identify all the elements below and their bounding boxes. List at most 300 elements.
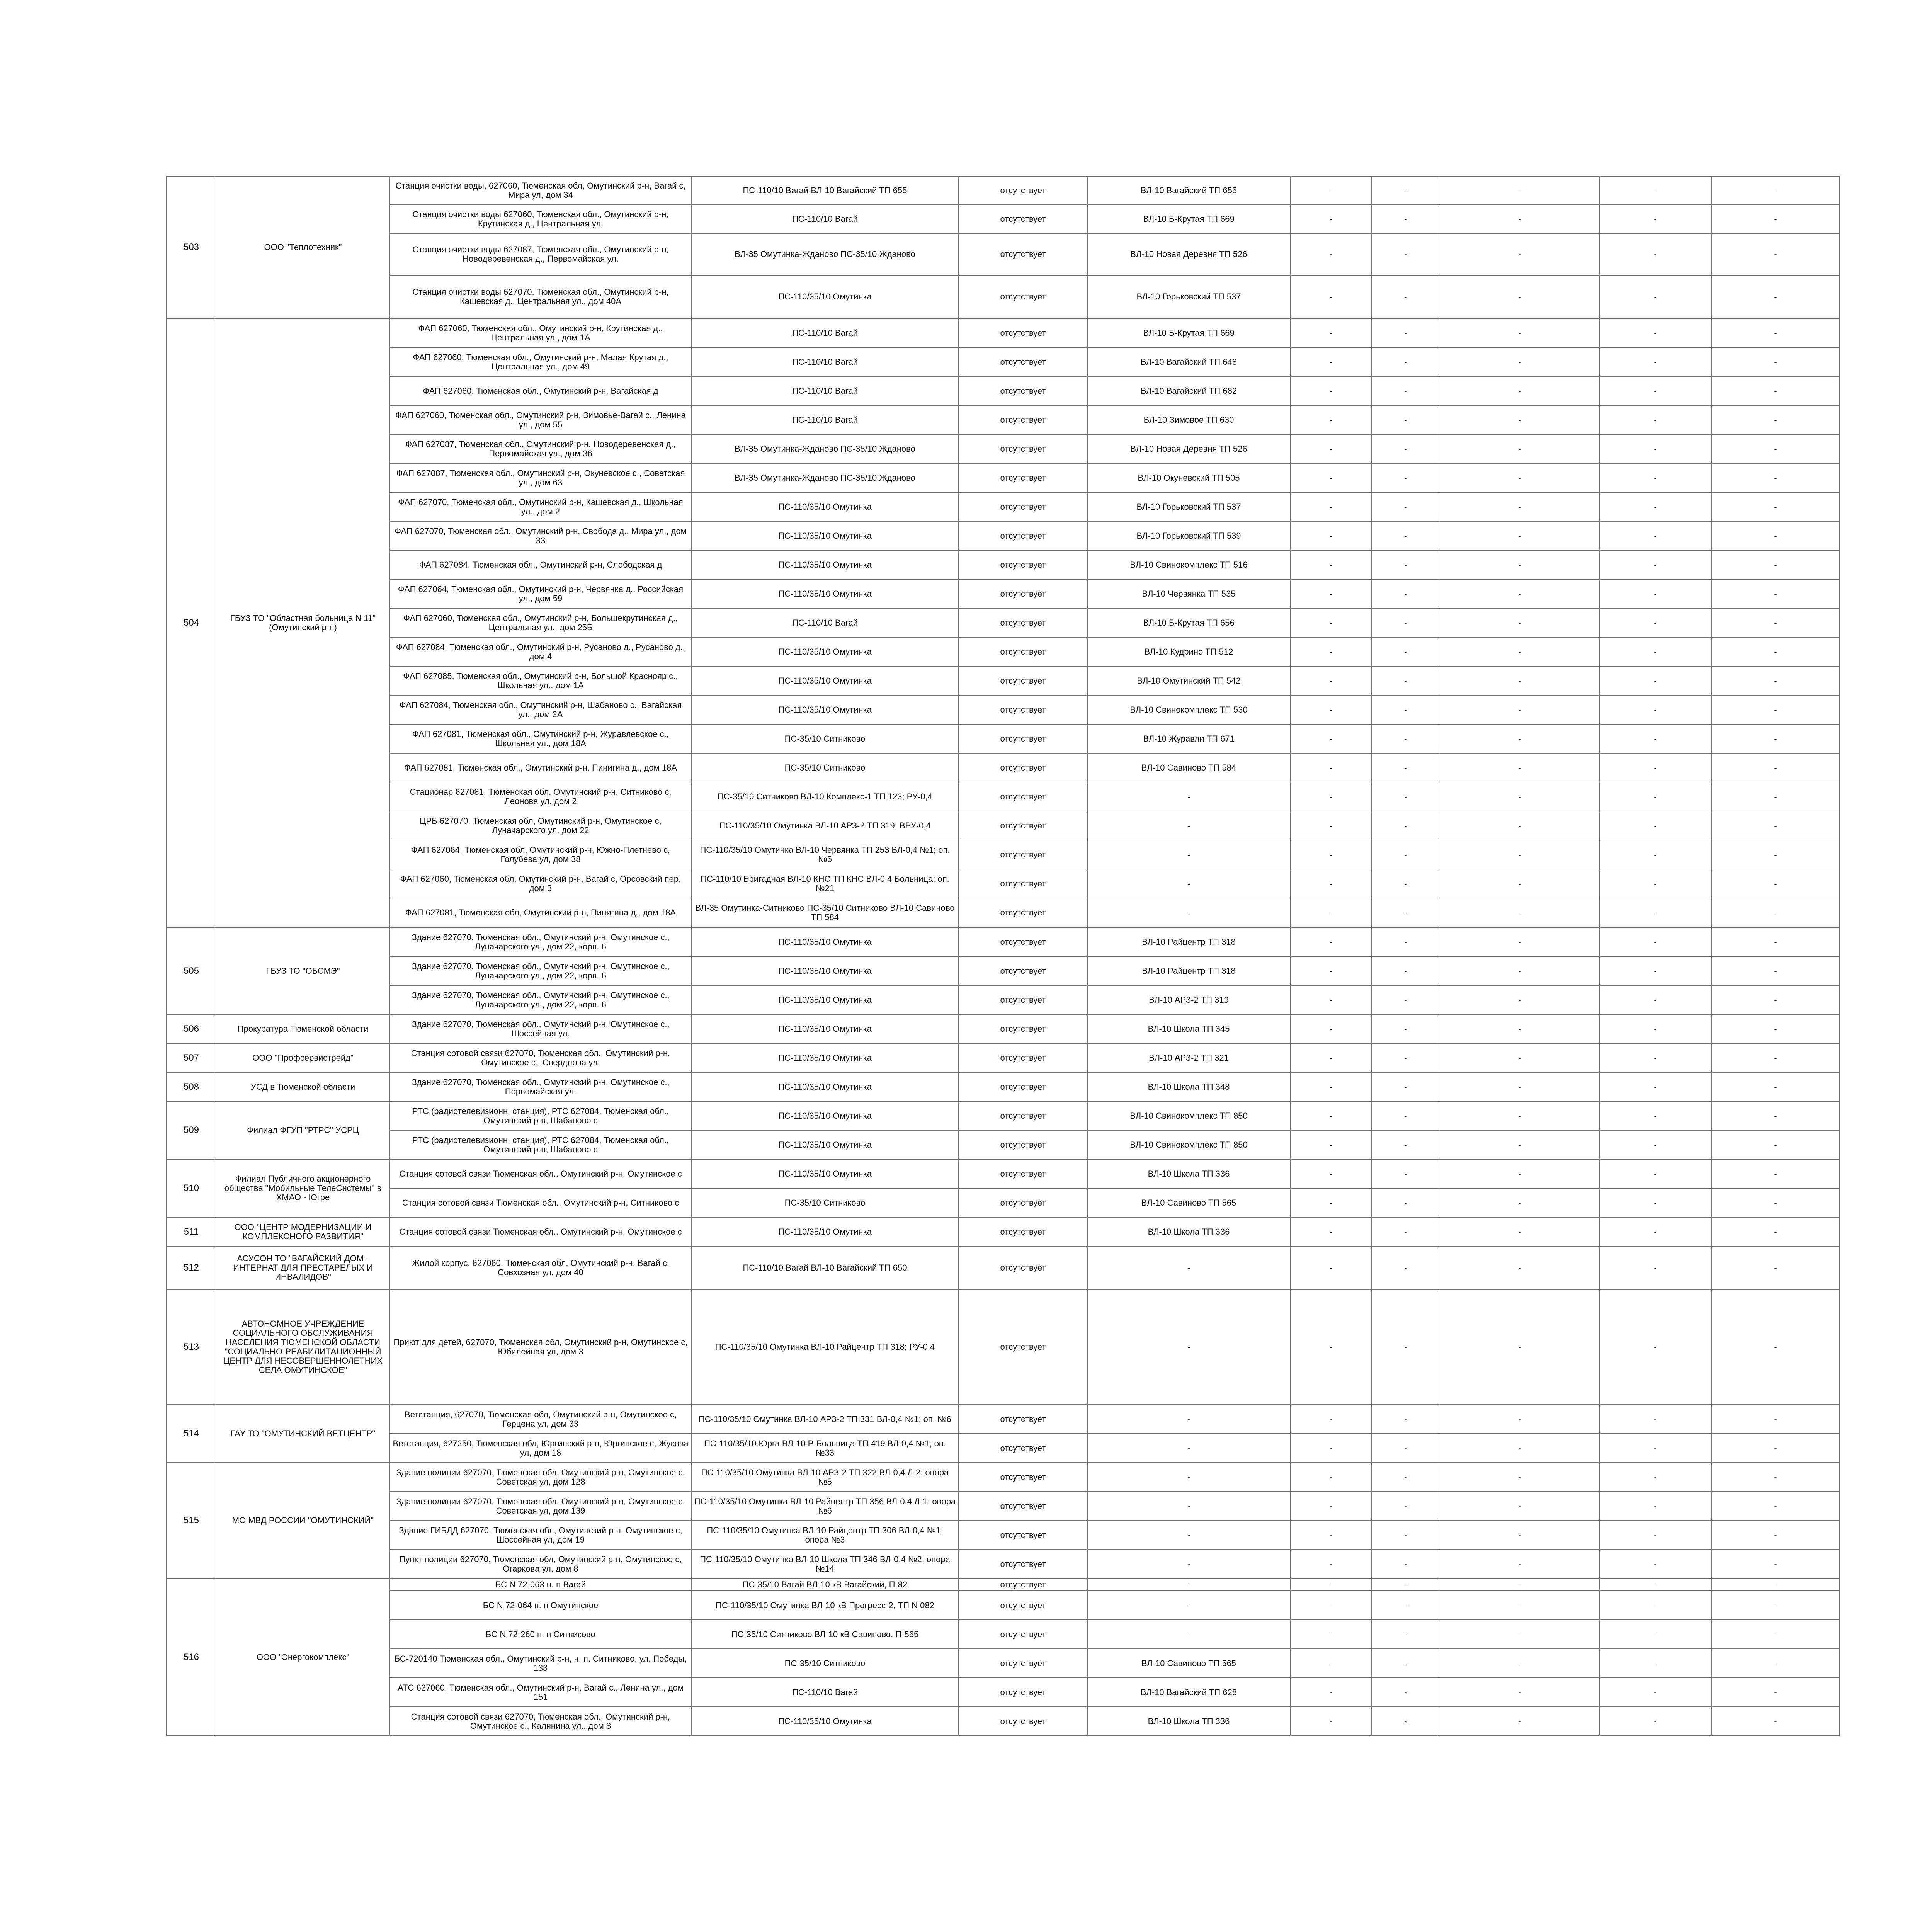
- dash-cell: -: [1599, 1159, 1711, 1188]
- status-cell: отсутствует: [959, 1591, 1087, 1620]
- table-row: [167, 898, 1840, 927]
- organization-cell: Филиал ФГУП "РТРС" УСРЦ: [216, 1101, 390, 1159]
- dash-cell: -: [1290, 1130, 1371, 1159]
- backup-line-cell: -: [1087, 1492, 1290, 1521]
- organization-cell: ГБУЗ ТО "ОБСМЭ": [216, 927, 390, 1014]
- address-cell: ФАП 627085, Тюменская обл., Омутинский р-н, Большой Краснояр с., Школьная ул., дом 1А: [390, 666, 691, 695]
- dash-cell: -: [1290, 1579, 1371, 1591]
- dash-cell: -: [1371, 1188, 1440, 1217]
- power-source-cell: ПС-35/10 Ситниково: [691, 753, 959, 782]
- dash-cell: -: [1440, 985, 1599, 1014]
- backup-line-cell: -: [1087, 1579, 1290, 1591]
- dash-cell: -: [1711, 1014, 1840, 1043]
- table-row: [167, 1521, 1840, 1550]
- status-cell: отсутствует: [959, 1101, 1087, 1130]
- table-row: [167, 492, 1840, 521]
- dash-cell: -: [1371, 463, 1440, 492]
- register-table-body: [167, 176, 1840, 1736]
- record-number-cell: 503: [167, 176, 216, 318]
- dash-cell: -: [1290, 1246, 1371, 1289]
- address-cell: ФАП 627060, Тюменская обл., Омутинский р-н, Большекрутинская д., Центральная ул., дом 25Б: [390, 608, 691, 637]
- status-cell: отсутствует: [959, 1707, 1087, 1736]
- record-number-cell: 508: [167, 1072, 216, 1101]
- status-cell: отсутствует: [959, 811, 1087, 840]
- dash-cell: -: [1711, 550, 1840, 579]
- dash-cell: -: [1440, 434, 1599, 463]
- table-row: [167, 782, 1840, 811]
- dash-cell: -: [1599, 1043, 1711, 1072]
- dash-cell: -: [1290, 927, 1371, 956]
- record-number-cell: 514: [167, 1405, 216, 1463]
- dash-cell: -: [1290, 1159, 1371, 1188]
- backup-line-cell: ВЛ-10 Горьковский ТП 539: [1087, 521, 1290, 550]
- dash-cell: -: [1371, 927, 1440, 956]
- table-row: [167, 724, 1840, 753]
- table-row: [167, 840, 1840, 869]
- dash-cell: -: [1711, 176, 1840, 205]
- dash-cell: -: [1711, 724, 1840, 753]
- dash-cell: -: [1711, 1678, 1840, 1707]
- dash-cell: -: [1711, 205, 1840, 233]
- backup-line-cell: ВЛ-10 Б-Крутая ТП 656: [1087, 608, 1290, 637]
- table-row: [167, 1289, 1840, 1405]
- dash-cell: -: [1290, 1678, 1371, 1707]
- table-row: [167, 205, 1840, 233]
- dash-cell: -: [1711, 405, 1840, 434]
- dash-cell: -: [1371, 1043, 1440, 1072]
- dash-cell: -: [1711, 347, 1840, 376]
- address-cell: Здание полиции 627070, Тюменская обл, Омутинский р-н, Омутинское с, Советская ул, дом 128: [390, 1463, 691, 1492]
- dash-cell: -: [1440, 1579, 1599, 1591]
- status-cell: отсутствует: [959, 927, 1087, 956]
- status-cell: отсутствует: [959, 318, 1087, 347]
- dash-cell: -: [1290, 782, 1371, 811]
- dash-cell: -: [1599, 927, 1711, 956]
- organization-cell: ГБУЗ ТО "Областная больница N 11" (Омутинский р-н): [216, 318, 390, 927]
- table-row: [167, 927, 1840, 956]
- dash-cell: -: [1711, 956, 1840, 985]
- power-source-cell: ПС-110/10 Вагай: [691, 376, 959, 405]
- table-row: [167, 376, 1840, 405]
- dash-cell: -: [1371, 666, 1440, 695]
- dash-cell: -: [1711, 492, 1840, 521]
- dash-cell: -: [1290, 898, 1371, 927]
- dash-cell: -: [1599, 840, 1711, 869]
- dash-cell: -: [1290, 695, 1371, 724]
- dash-cell: -: [1711, 1550, 1840, 1579]
- status-cell: отсутствует: [959, 985, 1087, 1014]
- status-cell: отсутствует: [959, 463, 1087, 492]
- address-cell: Жилой корпус, 627060, Тюменская обл, Омутинский р-н, Вагай с, Совхозная ул, дом 40: [390, 1246, 691, 1289]
- power-source-cell: ВЛ-35 Омутинка-Ситниково ПС-35/10 Ситниково ВЛ-10 Савиново ТП 584: [691, 898, 959, 927]
- status-cell: отсутствует: [959, 1130, 1087, 1159]
- address-cell: ФАП 627064, Тюменская обл, Омутинский р-н, Южно-Плетнево с, Голубева ул, дом 38: [390, 840, 691, 869]
- dash-cell: -: [1371, 840, 1440, 869]
- dash-cell: -: [1440, 927, 1599, 956]
- dash-cell: -: [1371, 1579, 1440, 1591]
- address-cell: РТС (радиотелевизионн. станция), РТС 627084, Тюменская обл., Омутинский р-н, Шабаново с: [390, 1101, 691, 1130]
- backup-line-cell: -: [1087, 1405, 1290, 1434]
- status-cell: отсутствует: [959, 898, 1087, 927]
- dash-cell: -: [1440, 1707, 1599, 1736]
- dash-cell: -: [1371, 869, 1440, 898]
- dash-cell: -: [1290, 1217, 1371, 1246]
- dash-cell: -: [1599, 579, 1711, 608]
- dash-cell: -: [1371, 1246, 1440, 1289]
- dash-cell: -: [1711, 579, 1840, 608]
- backup-line-cell: ВЛ-10 Школа ТП 336: [1087, 1159, 1290, 1188]
- dash-cell: -: [1371, 1130, 1440, 1159]
- power-source-cell: ПС-110/35/10 Омутинка ВЛ-10 кВ Прогресс-2, ТП N 082: [691, 1591, 959, 1620]
- backup-line-cell: ВЛ-10 Б-Крутая ТП 669: [1087, 205, 1290, 233]
- status-cell: отсутствует: [959, 1246, 1087, 1289]
- dash-cell: -: [1599, 695, 1711, 724]
- dash-cell: -: [1440, 811, 1599, 840]
- dash-cell: -: [1599, 1550, 1711, 1579]
- dash-cell: -: [1440, 782, 1599, 811]
- dash-cell: -: [1599, 318, 1711, 347]
- status-cell: отсутствует: [959, 956, 1087, 985]
- table-row: [167, 1463, 1840, 1492]
- dash-cell: -: [1440, 898, 1599, 927]
- dash-cell: -: [1371, 811, 1440, 840]
- dash-cell: -: [1371, 205, 1440, 233]
- dash-cell: -: [1711, 811, 1840, 840]
- dash-cell: -: [1371, 376, 1440, 405]
- dash-cell: -: [1371, 724, 1440, 753]
- record-number-cell: 507: [167, 1043, 216, 1072]
- dash-cell: -: [1290, 1521, 1371, 1550]
- dash-cell: -: [1440, 1591, 1599, 1620]
- dash-cell: -: [1371, 233, 1440, 275]
- power-source-cell: ВЛ-35 Омутинка-Жданово ПС-35/10 Жданово: [691, 463, 959, 492]
- dash-cell: -: [1440, 1678, 1599, 1707]
- dash-cell: -: [1371, 898, 1440, 927]
- dash-cell: -: [1440, 1620, 1599, 1649]
- power-source-cell: ПС-110/35/10 Омутинка: [691, 1101, 959, 1130]
- dash-cell: -: [1711, 1463, 1840, 1492]
- dash-cell: -: [1290, 1620, 1371, 1649]
- dash-cell: -: [1599, 1649, 1711, 1678]
- dash-cell: -: [1371, 550, 1440, 579]
- dash-cell: -: [1290, 956, 1371, 985]
- power-source-cell: ПС-110/35/10 Омутинка ВЛ-10 Школа ТП 346 ВЛ-0,4 №2; опора №14: [691, 1550, 959, 1579]
- dash-cell: -: [1371, 1521, 1440, 1550]
- address-cell: БС N 72-260 н. п Ситниково: [390, 1620, 691, 1649]
- record-number-cell: 505: [167, 927, 216, 1014]
- address-cell: ФАП 627070, Тюменская обл., Омутинский р-н, Свобода д., Мира ул., дом 33: [390, 521, 691, 550]
- dash-cell: -: [1599, 1246, 1711, 1289]
- dash-cell: -: [1290, 1101, 1371, 1130]
- address-cell: Станция сотовой связи Тюменская обл., Омутинский р-н, Ситниково с: [390, 1188, 691, 1217]
- address-cell: Станция очистки воды 627070, Тюменская обл., Омутинский р-н, Кашевская д., Центральная ул., дом 40А: [390, 275, 691, 318]
- dash-cell: -: [1711, 1405, 1840, 1434]
- table-row: [167, 463, 1840, 492]
- status-cell: отсутствует: [959, 1620, 1087, 1649]
- table-row: [167, 176, 1840, 205]
- backup-line-cell: ВЛ-10 Свинокомплекс ТП 850: [1087, 1101, 1290, 1130]
- dash-cell: -: [1599, 233, 1711, 275]
- table-row: [167, 1130, 1840, 1159]
- address-cell: ФАП 627060, Тюменская обл., Омутинский р-н, Вагайская д: [390, 376, 691, 405]
- power-source-cell: ПС-110/10 Вагай: [691, 205, 959, 233]
- table-row: [167, 521, 1840, 550]
- dash-cell: -: [1290, 550, 1371, 579]
- power-source-cell: ПС-35/10 Ситниково: [691, 724, 959, 753]
- power-source-cell: ПС-110/35/10 Омутинка: [691, 1159, 959, 1188]
- table-row: [167, 579, 1840, 608]
- address-cell: Ветстанция, 627250, Тюменская обл, Юргинский р-н, Юргинское с, Жукова ул, дом 18: [390, 1434, 691, 1463]
- backup-line-cell: ВЛ-10 Школа ТП 336: [1087, 1707, 1290, 1736]
- status-cell: отсутствует: [959, 695, 1087, 724]
- status-cell: отсутствует: [959, 579, 1087, 608]
- status-cell: отсутствует: [959, 782, 1087, 811]
- backup-line-cell: -: [1087, 898, 1290, 927]
- dash-cell: -: [1599, 1463, 1711, 1492]
- power-source-cell: ВЛ-35 Омутинка-Жданово ПС-35/10 Жданово: [691, 233, 959, 275]
- status-cell: отсутствует: [959, 1014, 1087, 1043]
- dash-cell: -: [1711, 985, 1840, 1014]
- dash-cell: -: [1440, 840, 1599, 869]
- status-cell: отсутствует: [959, 1649, 1087, 1678]
- dash-cell: -: [1371, 275, 1440, 318]
- table-row: [167, 608, 1840, 637]
- backup-line-cell: ВЛ-10 Школа ТП 345: [1087, 1014, 1290, 1043]
- backup-line-cell: ВЛ-10 Свинокомплекс ТП 530: [1087, 695, 1290, 724]
- status-cell: отсутствует: [959, 275, 1087, 318]
- address-cell: Ветстанция, 627070, Тюменская обл, Омутинский р-н, Омутинское с, Герцена ул, дом 33: [390, 1405, 691, 1434]
- dash-cell: -: [1371, 1405, 1440, 1434]
- dash-cell: -: [1290, 434, 1371, 463]
- dash-cell: -: [1371, 1591, 1440, 1620]
- status-cell: отсутствует: [959, 1579, 1087, 1591]
- dash-cell: -: [1440, 205, 1599, 233]
- dash-cell: -: [1290, 811, 1371, 840]
- table-row: [167, 1591, 1840, 1620]
- dash-cell: -: [1599, 1579, 1711, 1591]
- record-number-cell: 511: [167, 1217, 216, 1246]
- dash-cell: -: [1290, 637, 1371, 666]
- dash-cell: -: [1711, 637, 1840, 666]
- dash-cell: -: [1440, 666, 1599, 695]
- dash-cell: -: [1440, 869, 1599, 898]
- dash-cell: -: [1599, 176, 1711, 205]
- backup-line-cell: ВЛ-10 Окуневский ТП 505: [1087, 463, 1290, 492]
- power-source-cell: ПС-35/10 Ситниково ВЛ-10 Комплекс-1 ТП 123; РУ-0,4: [691, 782, 959, 811]
- dash-cell: -: [1440, 405, 1599, 434]
- dash-cell: -: [1440, 1101, 1599, 1130]
- dash-cell: -: [1290, 1707, 1371, 1736]
- dash-cell: -: [1290, 1188, 1371, 1217]
- dash-cell: -: [1440, 1463, 1599, 1492]
- dash-cell: -: [1711, 869, 1840, 898]
- dash-cell: -: [1290, 176, 1371, 205]
- address-cell: Станция очистки воды, 627060, Тюменская обл, Омутинский р-н, Вагай с, Мира ул, дом 34: [390, 176, 691, 205]
- address-cell: Здание полиции 627070, Тюменская обл, Омутинский р-н, Омутинское с, Советская ул, дом 139: [390, 1492, 691, 1521]
- dash-cell: -: [1711, 275, 1840, 318]
- power-source-cell: ПС-110/35/10 Омутинка ВЛ-10 АРЗ-2 ТП 322 ВЛ-0,4 Л-2; опора №5: [691, 1463, 959, 1492]
- dash-cell: -: [1371, 753, 1440, 782]
- dash-cell: -: [1711, 1072, 1840, 1101]
- power-source-cell: ПС-110/35/10 Омутинка: [691, 275, 959, 318]
- status-cell: отсутствует: [959, 521, 1087, 550]
- power-source-cell: ПС-110/35/10 Омутинка ВЛ-10 Райцентр ТП 356 ВЛ-0,4 Л-1; опора №6: [691, 1492, 959, 1521]
- dash-cell: -: [1371, 1492, 1440, 1521]
- dash-cell: -: [1371, 782, 1440, 811]
- dash-cell: -: [1599, 1678, 1711, 1707]
- dash-cell: -: [1711, 434, 1840, 463]
- dash-cell: -: [1371, 1678, 1440, 1707]
- status-cell: отсутствует: [959, 347, 1087, 376]
- dash-cell: -: [1440, 463, 1599, 492]
- dash-cell: -: [1371, 956, 1440, 985]
- dash-cell: -: [1290, 1405, 1371, 1434]
- address-cell: ФАП 627087, Тюменская обл., Омутинский р-н, Окуневское с., Советская ул., дом 63: [390, 463, 691, 492]
- backup-line-cell: ВЛ-10 Кудрино ТП 512: [1087, 637, 1290, 666]
- power-source-cell: ПС-110/35/10 Омутинка: [691, 666, 959, 695]
- dash-cell: -: [1371, 492, 1440, 521]
- table-row: [167, 869, 1840, 898]
- dash-cell: -: [1440, 1159, 1599, 1188]
- address-cell: БС N 72-064 н. п Омутинское: [390, 1591, 691, 1620]
- table-row: [167, 985, 1840, 1014]
- dash-cell: -: [1290, 492, 1371, 521]
- power-source-cell: ПС-110/35/10 Омутинка: [691, 1014, 959, 1043]
- dash-cell: -: [1599, 985, 1711, 1014]
- address-cell: ФАП 627060, Тюменская обл., Омутинский р-н, Крутинская д., Центральная ул., дом 1А: [390, 318, 691, 347]
- address-cell: Здание 627070, Тюменская обл., Омутинский р-н, Омутинское с., Первомайская ул.: [390, 1072, 691, 1101]
- dash-cell: -: [1440, 521, 1599, 550]
- dash-cell: -: [1599, 492, 1711, 521]
- dash-cell: -: [1711, 318, 1840, 347]
- dash-cell: -: [1371, 521, 1440, 550]
- power-source-cell: ПС-110/10 Вагай: [691, 608, 959, 637]
- address-cell: РТС (радиотелевизионн. станция), РТС 627084, Тюменская обл., Омутинский р-н, Шабаново с: [390, 1130, 691, 1159]
- dash-cell: -: [1440, 1246, 1599, 1289]
- dash-cell: -: [1711, 1620, 1840, 1649]
- dash-cell: -: [1599, 1289, 1711, 1405]
- power-source-cell: ПС-110/35/10 Омутинка ВЛ-10 АРЗ-2 ТП 331 ВЛ-0,4 №1; оп. №6: [691, 1405, 959, 1434]
- status-cell: отсутствует: [959, 1550, 1087, 1579]
- address-cell: БС N 72-063 н. п Вагай: [390, 1579, 691, 1591]
- dash-cell: -: [1440, 608, 1599, 637]
- dash-cell: -: [1599, 666, 1711, 695]
- table-row: [167, 1649, 1840, 1678]
- status-cell: отсутствует: [959, 1405, 1087, 1434]
- dash-cell: -: [1440, 579, 1599, 608]
- record-number-cell: 512: [167, 1246, 216, 1289]
- power-source-cell: ПС-35/10 Ситниково ВЛ-10 кВ Савиново, П-565: [691, 1620, 959, 1649]
- table-row: [167, 1014, 1840, 1043]
- dash-cell: -: [1371, 1434, 1440, 1463]
- status-cell: отсутствует: [959, 376, 1087, 405]
- address-cell: Станция очистки воды 627087, Тюменская обл., Омутинский р-н, Новодеревенская д., Первомайская ул.: [390, 233, 691, 275]
- dash-cell: -: [1371, 1289, 1440, 1405]
- dash-cell: -: [1371, 1072, 1440, 1101]
- power-source-cell: ПС-110/10 Вагай ВЛ-10 Вагайский ТП 655: [691, 176, 959, 205]
- power-source-cell: ПС-110/35/10 Омутинка: [691, 695, 959, 724]
- dash-cell: -: [1440, 956, 1599, 985]
- table-row: [167, 1492, 1840, 1521]
- dash-cell: -: [1371, 695, 1440, 724]
- dash-cell: -: [1711, 521, 1840, 550]
- table-row: [167, 811, 1840, 840]
- backup-line-cell: ВЛ-10 Новая Деревня ТП 526: [1087, 434, 1290, 463]
- dash-cell: -: [1711, 1188, 1840, 1217]
- status-cell: отсутствует: [959, 205, 1087, 233]
- dash-cell: -: [1290, 666, 1371, 695]
- dash-cell: -: [1599, 811, 1711, 840]
- address-cell: ФАП 627084, Тюменская обл., Омутинский р-н, Слободская д: [390, 550, 691, 579]
- address-cell: ФАП 627084, Тюменская обл., Омутинский р-н, Русаново д., Русаново д., дом 4: [390, 637, 691, 666]
- address-cell: ФАП 627060, Тюменская обл., Омутинский р-н, Малая Крутая д., Центральная ул., дом 49: [390, 347, 691, 376]
- table-row: [167, 434, 1840, 463]
- dash-cell: -: [1599, 405, 1711, 434]
- dash-cell: -: [1711, 753, 1840, 782]
- dash-cell: -: [1290, 869, 1371, 898]
- status-cell: отсутствует: [959, 1043, 1087, 1072]
- dash-cell: -: [1599, 782, 1711, 811]
- address-cell: Пункт полиции 627070, Тюменская обл, Омутинский р-н, Омутинское с, Огаркова ул, дом 8: [390, 1550, 691, 1579]
- dash-cell: -: [1711, 1217, 1840, 1246]
- status-cell: отсутствует: [959, 753, 1087, 782]
- address-cell: Станция сотовой связи 627070, Тюменская обл., Омутинский р-н, Омутинское с., Калинина ул., дом 8: [390, 1707, 691, 1736]
- dash-cell: -: [1371, 1014, 1440, 1043]
- organization-cell: АСУСОН ТО "ВАГАЙСКИЙ ДОМ - ИНТЕРНАТ ДЛЯ ПРЕСТАРЕЛЫХ И ИНВАЛИДОВ": [216, 1246, 390, 1289]
- address-cell: ФАП 627087, Тюменская обл., Омутинский р-н, Новодеревенская д., Первомайская ул., дом 36: [390, 434, 691, 463]
- dash-cell: -: [1290, 1463, 1371, 1492]
- backup-line-cell: -: [1087, 1521, 1290, 1550]
- power-source-cell: ПС-110/10 Вагай: [691, 318, 959, 347]
- dash-cell: -: [1290, 985, 1371, 1014]
- record-number-cell: 506: [167, 1014, 216, 1043]
- dash-cell: -: [1290, 205, 1371, 233]
- organization-cell: Прокуратура Тюменской области: [216, 1014, 390, 1043]
- dash-cell: -: [1371, 1101, 1440, 1130]
- power-source-cell: ПС-110/35/10 Омутинка: [691, 579, 959, 608]
- address-cell: ФАП 627084, Тюменская обл., Омутинский р-н, Шабаново с., Вагайская ул., дом 2А: [390, 695, 691, 724]
- table-row: [167, 318, 1840, 347]
- dash-cell: -: [1711, 1579, 1840, 1591]
- address-cell: Станция сотовой связи Тюменская обл., Омутинский р-н, Омутинское с: [390, 1159, 691, 1188]
- dash-cell: -: [1599, 898, 1711, 927]
- dash-cell: -: [1711, 463, 1840, 492]
- table-row: [167, 1405, 1840, 1434]
- dash-cell: -: [1711, 1521, 1840, 1550]
- dash-cell: -: [1440, 1521, 1599, 1550]
- dash-cell: -: [1440, 1649, 1599, 1678]
- dash-cell: -: [1440, 233, 1599, 275]
- dash-cell: -: [1290, 1043, 1371, 1072]
- dash-cell: -: [1290, 233, 1371, 275]
- dash-cell: -: [1711, 927, 1840, 956]
- backup-line-cell: ВЛ-10 Горьковский ТП 537: [1087, 275, 1290, 318]
- dash-cell: -: [1440, 275, 1599, 318]
- dash-cell: -: [1599, 956, 1711, 985]
- table-row: [167, 405, 1840, 434]
- dash-cell: -: [1371, 1463, 1440, 1492]
- dash-cell: -: [1290, 1492, 1371, 1521]
- address-cell: ФАП 627060, Тюменская обл., Омутинский р-н, Зимовье-Вагай с., Ленина ул., дом 55: [390, 405, 691, 434]
- address-cell: ЦРБ 627070, Тюменская обл, Омутинский р-н, Омутинское с, Луначарского ул, дом 22: [390, 811, 691, 840]
- dash-cell: -: [1599, 637, 1711, 666]
- status-cell: отсутствует: [959, 1678, 1087, 1707]
- backup-line-cell: -: [1087, 840, 1290, 869]
- backup-line-cell: -: [1087, 1463, 1290, 1492]
- dash-cell: -: [1440, 1217, 1599, 1246]
- dash-cell: -: [1440, 1289, 1599, 1405]
- dash-cell: -: [1290, 463, 1371, 492]
